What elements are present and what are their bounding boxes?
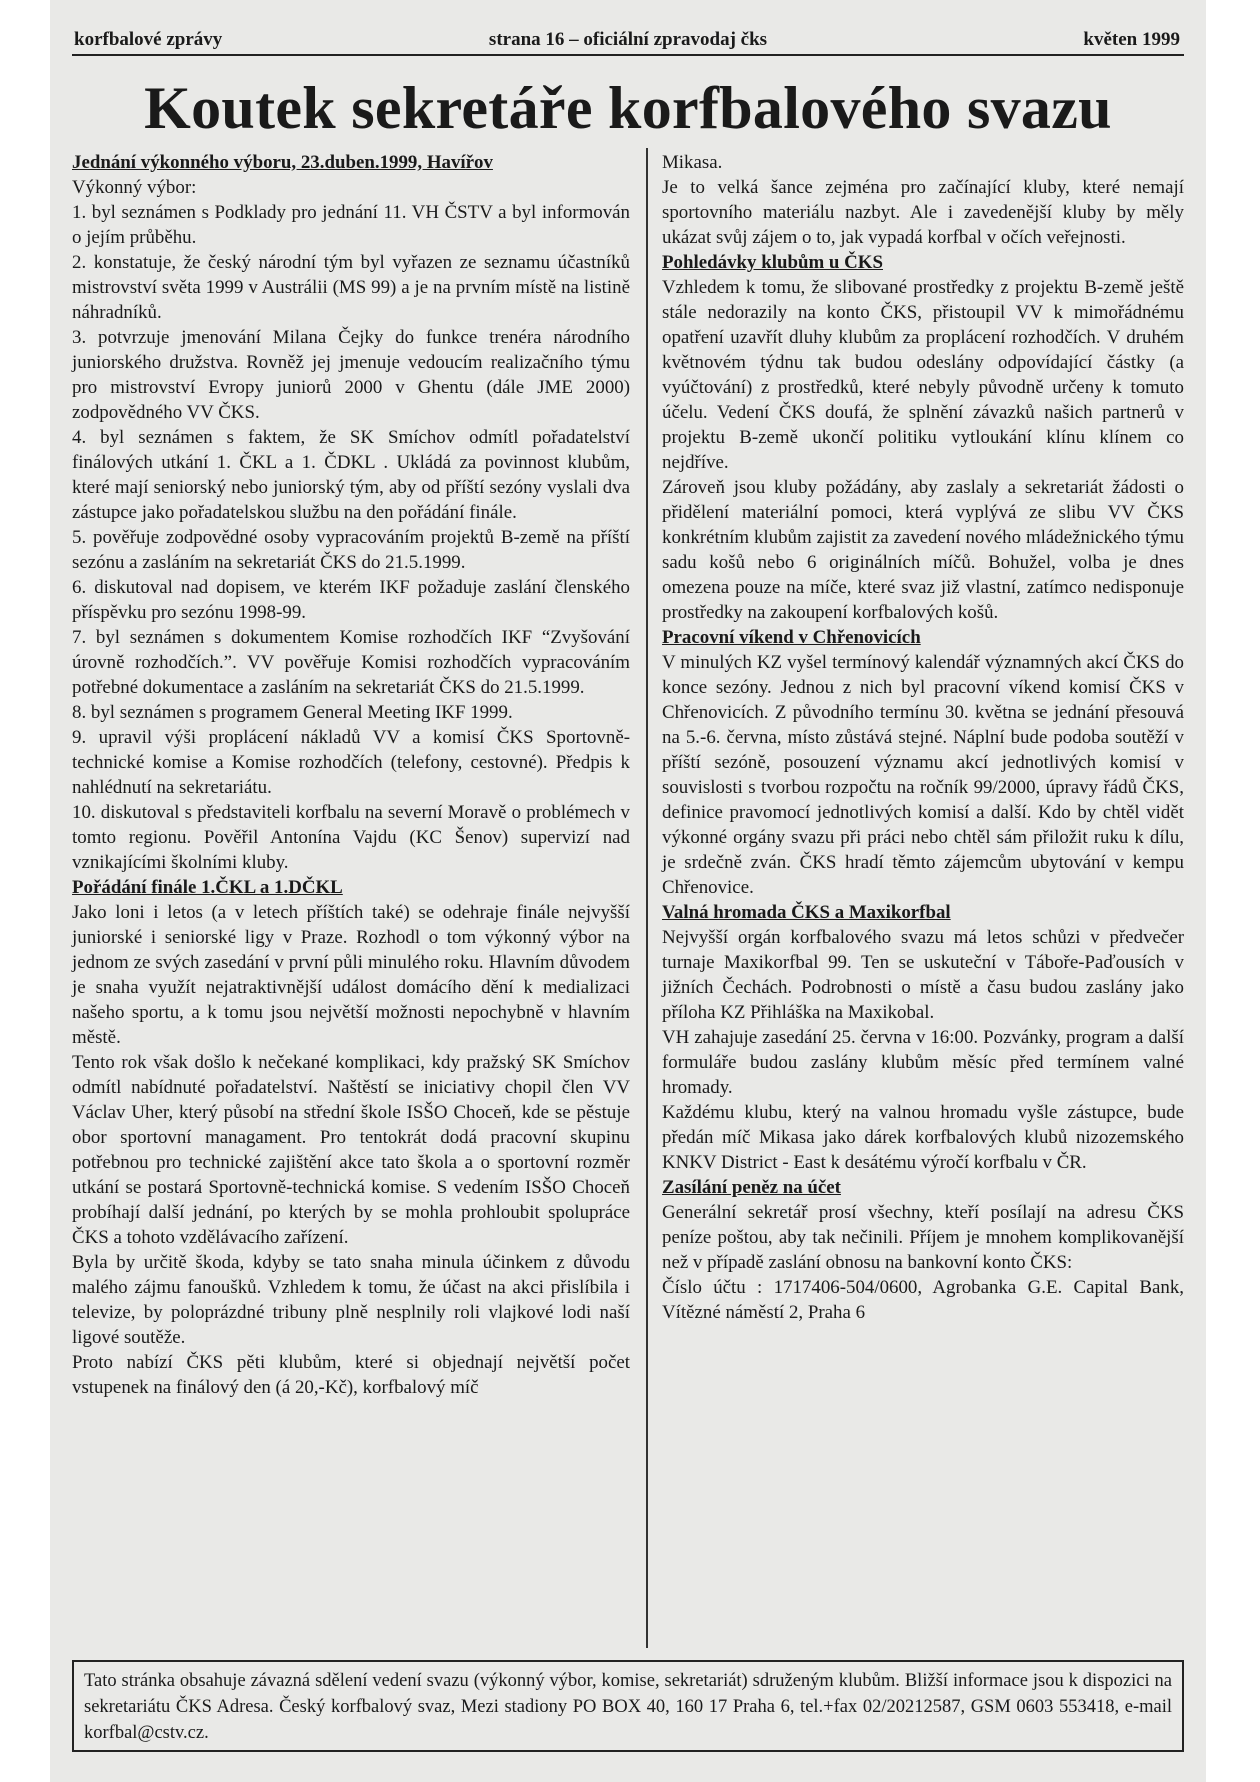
meeting-item: 1. byl seznámen s Podklady pro jednání 11. VH ČSTV a byl informován o jejím průběhu. [72,202,630,248]
meeting-item: 5. pověřuje zodpovědné osoby vypracováním projektů B-země na příští sezónu a zasláním na sekretariát ČKS do 21.5.1999. [72,527,630,573]
meeting-item: 8. byl seznámen s programem General Meeting IKF 1999. [72,702,513,723]
column-divider [646,148,648,1648]
meeting-item: 2. konstatuje, že český národní tým byl vyřazen ze seznamu účastníků mistrovství světa 1999 v Austrálii (MS 99) a je na prvním místě na listině náhradníků. [72,252,630,323]
newsletter-page [50,0,1206,1782]
paragraph: Jako loni i letos (a v letech příštích také) se odehraje finále nejvyšší juniorské i seniorské ligy v Praze. Rozhodl o tom výkonný výbor na jednom ze svých zasedání v první půli minulého roku. Hlavním důvodem je snaha využít nejatraktivnější událost domácího dění k medializaci našeho sportu, a k tomu jsou největší možnosti nepochybně v hlavním městě. [72,902,630,1048]
running-header [72,26,1184,56]
section-heading-committee-meeting: Jednání výkonného výboru, 23.duben.1999, Havířov [72,152,493,173]
paragraph: Mikasa. [662,152,723,173]
meeting-item: 6. diskutoval nad dopisem, ve kterém IKF požaduje zaslání členského příspěvku pro sezónu 1998-99. [72,577,630,623]
paragraph: Každému klubu, který na valnou hromadu vyšle zástupce, bude předán míč Mikasa jako dárek korfbalových klubů nizozemského KNKV District - East k desátému výročí korfbalu v ČR. [662,1102,1184,1173]
section-heading-payments: Zasílání peněz na účet [662,1177,841,1198]
section-heading-club-claims: Pohledávky klubům u ČKS [662,252,883,273]
paragraph: Zároveň jsou kluby požádány, aby zaslaly a sekretariát žádosti o přidělení materiální pomoci, která vyplývá ze slibu VV ČKS konkrétním klubům zajistit za zavedení nového mládežnického týmu sadu košů nebo 6 originálních míčů. Bohužel, volba je dnes omezena pouze na míče, které svaz již vlastní, zatímco nedisponuje prostředky na zakoupení korfbalových košů. [662,477,1184,623]
meeting-item: 3. potvrzuje jmenování Milana Čejky do funkce trenéra národního juniorského družstva. Rovněž jej jmenuje vedoucím realizačního týmu pro mistrovství Evropy juniorů 2000 v Ghentu (dále JME 2000) zodpovědného VV ČKS. [72,327,630,423]
section-heading-general-assembly: Valná hromada ČKS a Maxikorfbal [662,902,951,923]
footer-notice-box: Tato stránka obsahuje závazná sdělení vedení svazu (výkonný výbor, komise, sekretariát) sdruženým klubům. Bližší informace jsou k dispozici na sekretariátu ČKS Adresa. Český korfbalový svaz, Mezi stadiony PO BOX 40, 160 17 Praha 6, tel.+fax 02/20212587, GSM 0603 553418, e-mail korfbal@cstv.cz. [72,1660,1184,1752]
paragraph: Je to velká šance zejména pro začínající kluby, které nemají sportovního materiálu nazbyt. Ale i zavedenější kluby by měly ukázat svůj zájem o to, jak vypadá korfbal v očích veřejnosti. [662,177,1184,248]
paragraph: Vzhledem k tomu, že slibované prostředky z projektu B-země ještě stále nedorazily na konto ČKS, přistoupil VV k mimořádnému opatření uzavřít dluhy klubům za proplácení rozhodčích. V druhém květnovém týdnu tak budou odeslány odpovídající částky (a vyúčtování) z prostředků, které nebyly původně určeny k tomuto účelu. Vedení ČKS doufá, že splnění závazků našich partnerů v projektu B-země ukončí politiku vytloukání klínu klínem co nejdříve. [662,277,1184,473]
left-column [72,150,630,1400]
paragraph: V minulých KZ vyšel termínový kalendář významných akcí ČKS do konce sezóny. Jednou z nich byl pracovní víkend komisí ČKS v Chřenovicích. Z původního termínu 30. května se jednání přesouvá na 5.-6. června, místo zůstává stejné. Náplní bude podoba soutěží v příští sezóně, posouzení významu akcí jednotlivých komisí v souvislosti s tvorbou rozpočtu na ročník 99/2000, úpravy řádů ČKS, definice pravomocí jednotlivých komisí a další. Kdo by chtěl vidět výkonné orgány svazu při práci nebo chtěl sám přiložit ruku k dílu, je srdečně zván. ČKS hradí těmto zájemcům ubytování v kempu Chřenovice. [662,652,1184,898]
paragraph: Nejvyšší orgán korfbalového svazu má letos schůzi v předvečer turnaje Maxikorfbal 99. Ten se uskuteční v Táboře-Paďousích v jižních Čechách. Podrobnosti o místě a času budou zaslány jako příloha KZ Přihláška na Maxikobal. [662,927,1184,1023]
header-date: květen 1999 [1083,29,1180,50]
page-title: Koutek sekretáře korfbalového svazu [144,75,1112,141]
paragraph: Číslo účtu : 1717406-504/0600, Agrobanka G.E. Capital Bank, Vítězné náměstí 2, Praha 6 [662,1277,1184,1323]
header-publication: korfbalové zprávy [74,29,223,50]
paragraph: VH zahajuje zasedání 25. června v 16:00. Pozvánky, program a další formuláře budou zaslány klubům měsíc před termínem valné hromady. [662,1027,1184,1098]
header-page-info: strana 16 – oficiální zpravodaj čks [488,29,768,50]
meeting-item: 4. byl seznámen s faktem, že SK Smíchov odmítl pořadatelství finálových utkání 1. ČKL a 1. ČDKL . Ukládá za povinnost klubům, které mají seniorský nebo juniorský tým, aby od příští sezóny vyslali dva zástupce jako pořadatelskou službu na den pořádání finále. [72,427,630,523]
meeting-item: 9. upravil výši proplácení nákladů VV a komisí ČKS Sportovně-technické komise a Komise rozhodčích (telefony, cestovné). Předpis k nahlédnutí na sekretariátu. [72,727,630,798]
paragraph: Proto nabízí ČKS pěti klubům, které si objednají největší počet vstupenek na finálový den (á 20,-Kč), korfbalový míč [72,1352,630,1398]
paragraph: Generální sekretář prosí všechny, kteří posílají na adresu ČKS peníze poštou, aby tak nečinili. Příjem je mnohem komplikovanější než v případě zaslání obnosu na bankovní konto ČKS: [662,1202,1184,1273]
section-heading-finals: Pořádání finále 1.ČKL a 1.DČKL [72,877,343,898]
section-heading-work-weekend: Pracovní víkend v Chřenovicích [662,627,921,648]
right-column [662,150,1184,1325]
meeting-item: 7. byl seznámen s dokumentem Komise rozhodčích IKF “Zvyšování úrovně rozhodčích.”. VV pověřuje Komisi rozhodčích vypracováním potřebné dokumentace a zasláním na sekretariát ČKS do 21.5.1999. [72,627,630,698]
paragraph: Tento rok však došlo k nečekané komplikaci, kdy pražský SK Smíchov odmítl nabídnuté pořadatelství. Naštěstí se iniciativy chopil člen VV Václav Uher, který působí na střední škole ISŠO Choceň, kde se pěstuje obor sportovní managament. Pro tentokrát dodá pracovní skupinu potřebnou pro technické zajištění akce tato škola a o sportovní rozměr utkání se postará Sportovně-technická komise. S vedením ISŠO Choceň probíhají další jednání, po kterých by se mohla prohloubit spolupráce ČKS a tohoto vzdělávacího zařízení. [72,1052,630,1248]
meeting-item: 10. diskutoval s představiteli korfbalu na severní Moravě o problémech v tomto regionu. Pověřil Antonína Vajdu (KC Šenov) supervizí nad vznikajícími školními kluby. [72,802,630,873]
paragraph: Byla by určitě škoda, kdyby se tato snaha minula účinkem z důvodu malého zájmu fanoušků. Vzhledem k tomu, že účast na akci přislíbila i televize, by poloprázdné tribuny plně nesplnily roli vlajkové lodi naší ligové soutěže. [72,1252,630,1348]
section-intro: Výkonný výbor: [72,177,197,198]
